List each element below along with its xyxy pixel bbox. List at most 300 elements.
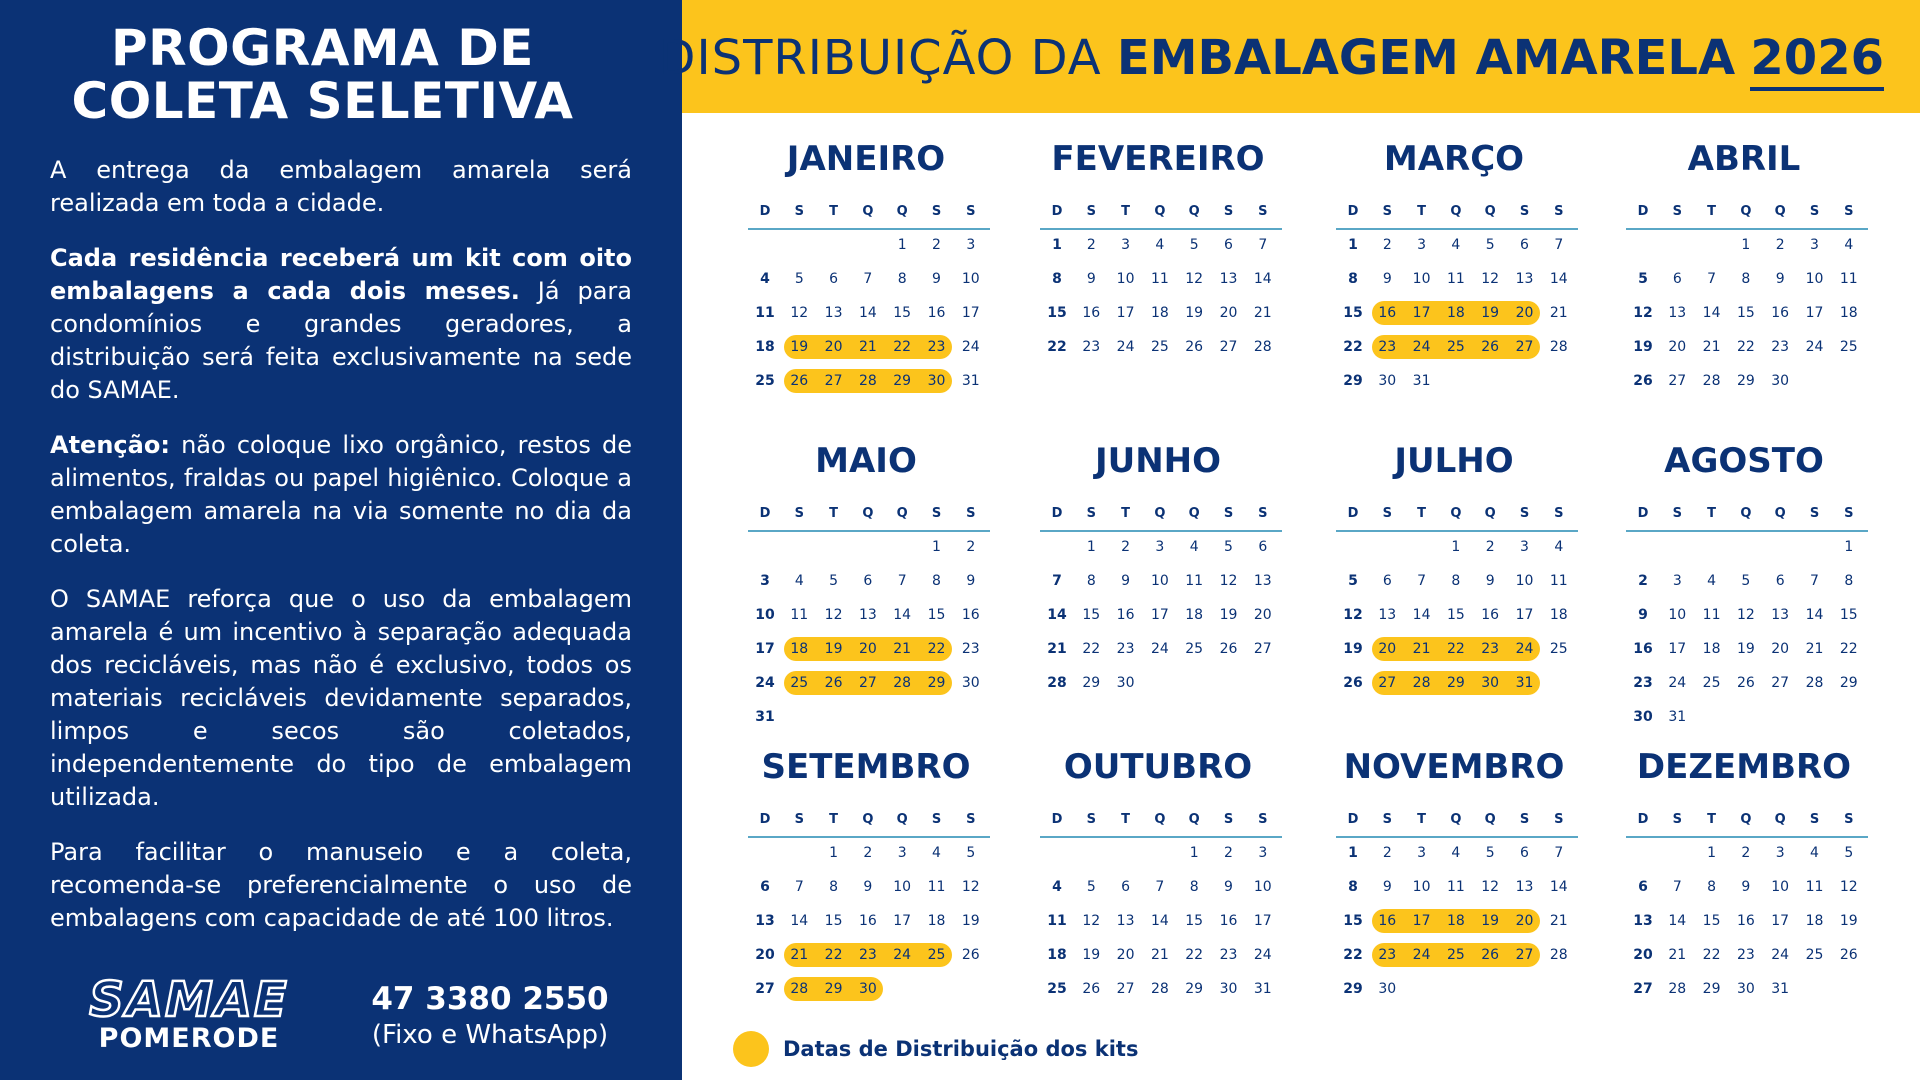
weekday-label: S xyxy=(1554,204,1564,219)
calendar-day: 15 xyxy=(1343,913,1363,929)
calendar-day: 1 xyxy=(1086,539,1096,555)
calendar-day: 15 xyxy=(1702,913,1721,929)
calendar-day: 12 xyxy=(824,607,843,623)
distribution-day: 29 xyxy=(927,675,946,691)
calendar-day: 9 xyxy=(863,879,873,895)
calendar-day: 2 xyxy=(966,539,976,555)
calendar-day: 15 xyxy=(893,305,912,321)
calendar-day: 30 xyxy=(1116,675,1135,691)
calendar-day: 9 xyxy=(1638,607,1648,623)
month-calendar xyxy=(1618,440,1870,730)
calendar-day: 19 xyxy=(1343,641,1363,657)
weekday-label: Q xyxy=(1154,506,1166,521)
calendar-day: 5 xyxy=(1189,237,1199,253)
month-name: JULHO xyxy=(1394,441,1514,481)
distribution-day: 25 xyxy=(1446,339,1465,355)
distribution-day: 27 xyxy=(1515,339,1534,355)
weekday-label: Q xyxy=(1450,506,1462,521)
weekday-label: D xyxy=(1637,812,1649,827)
calendar-day: 10 xyxy=(961,271,980,287)
weekday-label: Q xyxy=(1774,506,1786,521)
calendar-day: 13 xyxy=(1633,913,1653,929)
calendar-day: 10 xyxy=(1515,573,1534,589)
calendar-day: 5 xyxy=(966,845,976,861)
calendar-day: 20 xyxy=(1633,947,1653,963)
calendar-day: 12 xyxy=(1185,271,1204,287)
calendar-day: 6 xyxy=(1638,879,1648,895)
calendar-day: 23 xyxy=(1771,339,1790,355)
calendar-day: 29 xyxy=(1082,675,1101,691)
calendar-day: 14 xyxy=(1668,913,1687,929)
weekday-label: S xyxy=(1844,812,1854,827)
calendar-day: 4 xyxy=(1844,237,1854,253)
phone-number[interactable]: 47 3380 2550 xyxy=(371,981,609,1017)
calendar-day: 5 xyxy=(1741,573,1751,589)
calendar-day: 10 xyxy=(1116,271,1135,287)
calendar-day: 13 xyxy=(1515,271,1534,287)
calendar-day: 7 xyxy=(794,879,804,895)
distribution-day: 19 xyxy=(1481,305,1500,321)
weekday-label: S xyxy=(1258,506,1268,521)
weekday-header xyxy=(1336,810,1578,838)
calendar-day: 6 xyxy=(1258,539,1268,555)
weekday-label: D xyxy=(1637,506,1649,521)
weekday-label: S xyxy=(794,812,804,827)
calendar-day: 2 xyxy=(1741,845,1751,861)
calendar-day: 19 xyxy=(1839,913,1858,929)
calendar-day: 4 xyxy=(932,845,941,861)
calendar-day: 27 xyxy=(1253,641,1272,657)
distribution-day: 24 xyxy=(1412,947,1431,963)
calendar-day: 9 xyxy=(932,271,941,287)
weekday-label: T xyxy=(1707,204,1717,219)
calendar-day: 11 xyxy=(1839,271,1858,287)
weekday-label: S xyxy=(931,506,942,521)
calendar-day: 17 xyxy=(1805,305,1824,321)
calendar-day: 6 xyxy=(1224,237,1233,253)
calendar-day: 8 xyxy=(1348,879,1358,895)
month-name: JANEIRO xyxy=(786,139,946,179)
calendar-day: 15 xyxy=(1343,305,1363,321)
calendar-day: 6 xyxy=(760,879,770,895)
paragraph-kit-bold: Cada residência receberá um kit com oito embalagens a cada dois meses. xyxy=(50,244,632,305)
weekday-header xyxy=(1626,202,1868,230)
weekday-header xyxy=(1040,810,1282,838)
distribution-day: 23 xyxy=(858,947,877,963)
weekday-label: S xyxy=(1519,506,1530,521)
calendar-day: 27 xyxy=(1116,981,1135,997)
calendar-day: 30 xyxy=(1378,981,1397,997)
calendar-day: 4 xyxy=(1554,539,1564,555)
calendar-day: 9 xyxy=(1382,271,1392,287)
calendar-day: 7 xyxy=(1417,573,1427,589)
weekday-label: D xyxy=(1051,204,1063,219)
calendar-day: 21 xyxy=(1668,947,1687,963)
calendar-day: 8 xyxy=(1348,271,1358,287)
weekday-label: S xyxy=(1844,506,1854,521)
calendar-day: 26 xyxy=(1185,339,1204,355)
calendar-day: 3 xyxy=(1672,573,1682,589)
panel-title xyxy=(0,19,645,130)
calendar-day: 12 xyxy=(1839,879,1858,895)
calendar-day: 16 xyxy=(1736,913,1755,929)
weekday-label: Q xyxy=(1740,204,1752,219)
samae-pomerode-logo xyxy=(72,976,307,1051)
logo-wordmark-samae: SAMAE xyxy=(89,976,289,1028)
distribution-day: 27 xyxy=(1515,947,1534,963)
calendar-day: 3 xyxy=(1417,845,1427,861)
calendar-day: 26 xyxy=(961,947,980,963)
calendar-day: 1 xyxy=(1741,237,1751,253)
calendar-day: 27 xyxy=(1771,675,1790,691)
legend-swatch xyxy=(733,1031,769,1067)
calendar-day: 25 xyxy=(1839,339,1858,355)
month-name: OUTUBRO xyxy=(1063,747,1253,787)
calendar-day: 5 xyxy=(1844,845,1854,861)
calendar-day: 28 xyxy=(1668,981,1687,997)
calendar-day: 3 xyxy=(966,237,976,253)
distribution-day: 19 xyxy=(790,339,809,355)
calendar-day: 21 xyxy=(1047,641,1067,657)
calendar-day: 31 xyxy=(1668,709,1687,725)
calendar-day: 29 xyxy=(1736,373,1755,389)
calendar-day: 8 xyxy=(1451,573,1461,589)
calendar-day: 28 xyxy=(1702,373,1721,389)
calendar-day: 27 xyxy=(1633,981,1653,997)
calendar-day: 22 xyxy=(1839,641,1858,657)
weekday-label: S xyxy=(966,204,976,219)
phone-note: (Fixo e WhatsApp) xyxy=(371,1020,609,1050)
calendar-day: 2 xyxy=(1485,539,1495,555)
calendar-day: 9 xyxy=(1775,271,1785,287)
calendar-day: 3 xyxy=(1417,237,1427,253)
distribution-day: 28 xyxy=(790,981,809,997)
month-name: MARÇO xyxy=(1383,139,1525,179)
calendar-day: 11 xyxy=(1805,879,1824,895)
weekday-label: S xyxy=(1809,204,1820,219)
calendar-day: 8 xyxy=(1086,573,1096,589)
calendar-day: 6 xyxy=(1775,573,1785,589)
calendar-day: 15 xyxy=(1185,913,1204,929)
distribution-day: 27 xyxy=(1378,675,1397,691)
weekday-label: Q xyxy=(862,204,874,219)
calendar-day: 24 xyxy=(1150,641,1169,657)
month-calendar xyxy=(1032,440,1284,730)
weekday-label: Q xyxy=(1188,812,1200,827)
calendar-day: 26 xyxy=(1736,675,1755,691)
calendar-day: 2 xyxy=(1086,237,1096,253)
calendar-day: 3 xyxy=(1155,539,1165,555)
calendar-day: 22 xyxy=(1702,947,1721,963)
calendar-day: 13 xyxy=(1116,913,1135,929)
distribution-day: 20 xyxy=(1378,641,1397,657)
calendar-day: 12 xyxy=(1736,607,1755,623)
month-name: MAIO xyxy=(815,441,917,481)
calendar-day: 11 xyxy=(1185,573,1204,589)
weekday-label: T xyxy=(829,812,839,827)
legend-label: Datas de Distribuição dos kits xyxy=(783,1037,1139,1061)
weekday-label: D xyxy=(759,812,771,827)
distribution-day: 22 xyxy=(824,947,843,963)
page-title xyxy=(659,28,1885,88)
paragraph-kit-text: Já para condomínios e grandes geradores, a distribuição será feita exclusivamente na sede do SAMAE. xyxy=(50,277,632,404)
calendar-day: 9 xyxy=(1382,879,1392,895)
contact-block xyxy=(360,980,620,1052)
distribution-day: 25 xyxy=(1446,947,1465,963)
month-calendar xyxy=(1618,138,1870,428)
calendar-day: 4 xyxy=(1155,237,1165,253)
calendar-day: 17 xyxy=(1771,913,1790,929)
distribution-day: 29 xyxy=(893,373,912,389)
calendar-day: 30 xyxy=(1219,981,1238,997)
calendar-day: 6 xyxy=(1520,237,1529,253)
calendar-day: 14 xyxy=(1702,305,1721,321)
weekday-label: S xyxy=(931,812,942,827)
distribution-day: 29 xyxy=(1446,675,1465,691)
paragraph-incentive-text: O SAMAE reforça que o uso da embalagem amarela é um incentivo à separação adequada dos recicláveis, mas não é exclusivo, todos os materiais recicláveis devidamente separados, limpos e secos são coletados, independentemente do tipo de embalagem utilizada. xyxy=(50,585,632,811)
calendar-day: 23 xyxy=(961,641,980,657)
calendar-day: 23 xyxy=(1116,641,1135,657)
calendar-day: 4 xyxy=(1052,879,1062,895)
distribution-day: 26 xyxy=(824,675,843,691)
month-calendar xyxy=(740,440,992,730)
weekday-label: T xyxy=(1121,812,1131,827)
calendar-day: 11 xyxy=(1047,913,1067,929)
weekday-label: Q xyxy=(1484,204,1496,219)
calendar-day: 10 xyxy=(755,607,775,623)
weekday-label: D xyxy=(1051,506,1063,521)
calendar-day: 13 xyxy=(755,913,775,929)
distribution-day: 18 xyxy=(790,641,809,657)
calendar-day: 24 xyxy=(1668,675,1687,691)
calendar-day: 14 xyxy=(893,607,912,623)
calendar-day: 3 xyxy=(1258,845,1268,861)
month-name: NOVEMBRO xyxy=(1343,747,1565,787)
weekday-label: S xyxy=(1672,204,1682,219)
calendar-day: 2 xyxy=(863,845,873,861)
calendar-day: 10 xyxy=(1412,879,1431,895)
calendar-day: 8 xyxy=(1189,879,1199,895)
page-title-main: EMBALAGEM AMARELA xyxy=(1116,30,1736,86)
calendar-day: 17 xyxy=(1253,913,1272,929)
distribution-day: 22 xyxy=(1446,641,1465,657)
calendar-day: 17 xyxy=(1150,607,1169,623)
calendar-day: 5 xyxy=(1485,845,1495,861)
calendar-day: 15 xyxy=(927,607,946,623)
paragraph-warning-text: não coloque lixo orgânico, restos de alimentos, fraldas ou papel higiênico. Coloque a embalagem amarela na via somente no dia da coleta. xyxy=(50,431,632,558)
calendar-day: 30 xyxy=(1771,373,1790,389)
weekday-label: S xyxy=(1258,204,1268,219)
paragraph-warning xyxy=(50,429,632,561)
calendar-day: 7 xyxy=(1672,879,1682,895)
calendar-day: 5 xyxy=(829,573,839,589)
calendar-day: 16 xyxy=(1633,641,1653,657)
calendar-day: 14 xyxy=(858,305,877,321)
calendar-day: 4 xyxy=(1189,539,1199,555)
calendar-day: 14 xyxy=(1150,913,1169,929)
calendar-day: 25 xyxy=(755,373,775,389)
calendar-day: 4 xyxy=(794,573,804,589)
weekday-label: Q xyxy=(1774,204,1786,219)
calendar-day: 15 xyxy=(1047,305,1067,321)
weekday-header xyxy=(1626,810,1868,838)
month-name: ABRIL xyxy=(1687,139,1801,179)
weekday-label: Q xyxy=(1154,204,1166,219)
distribution-day: 29 xyxy=(824,981,843,997)
paragraph-capacity-text: Para facilitar o manuseio e a coleta, recomenda-se preferencialmente o uso de embalagens com capacidade de até 100 litros. xyxy=(50,838,632,932)
month-calendar xyxy=(1618,746,1870,1036)
distribution-day: 24 xyxy=(1412,339,1431,355)
calendar-day: 12 xyxy=(1633,305,1653,321)
calendar-day: 12 xyxy=(1219,573,1238,589)
distribution-day: 23 xyxy=(1378,947,1397,963)
calendar-day: 10 xyxy=(1412,271,1431,287)
weekday-label: Q xyxy=(862,506,874,521)
calendar-day: 31 xyxy=(755,709,775,725)
distribution-day: 23 xyxy=(1481,641,1500,657)
calendar-day: 24 xyxy=(755,675,775,691)
calendar-day: 16 xyxy=(1116,607,1135,623)
calendar-day: 28 xyxy=(1805,675,1824,691)
weekday-label: Q xyxy=(896,204,908,219)
calendar-day: 7 xyxy=(1707,271,1717,287)
calendar-day: 25 xyxy=(1805,947,1824,963)
calendar-day: 8 xyxy=(897,271,907,287)
calendar-day: 13 xyxy=(824,305,843,321)
calendar-day: 30 xyxy=(961,675,980,691)
weekday-label: S xyxy=(794,204,804,219)
calendar-day: 16 xyxy=(1219,913,1238,929)
weekday-label: Q xyxy=(1450,812,1462,827)
calendar-day: 14 xyxy=(1047,607,1067,623)
distribution-day: 31 xyxy=(1515,675,1534,691)
calendar-day: 7 xyxy=(1554,845,1564,861)
distribution-day: 20 xyxy=(1515,913,1534,929)
calendar-day: 21 xyxy=(1702,339,1721,355)
calendar-day: 2 xyxy=(1382,845,1392,861)
calendar-day: 11 xyxy=(1446,879,1465,895)
calendar-day: 7 xyxy=(1155,879,1165,895)
weekday-label: S xyxy=(966,812,976,827)
calendar-day: 22 xyxy=(1185,947,1204,963)
weekday-label: Q xyxy=(862,812,874,827)
paragraph-delivery-text: A entrega da embalagem amarela será realizada em toda a cidade. xyxy=(50,156,632,217)
calendar-day: 8 xyxy=(1844,573,1854,589)
calendar-day: 25 xyxy=(1047,981,1067,997)
calendar-day: 19 xyxy=(1633,339,1653,355)
calendar-day: 9 xyxy=(1224,879,1233,895)
calendar-day: 18 xyxy=(1549,607,1568,623)
weekday-label: Q xyxy=(896,812,908,827)
calendar-day: 24 xyxy=(1116,339,1135,355)
calendar-day: 12 xyxy=(790,305,809,321)
calendar-day: 11 xyxy=(1702,607,1721,623)
calendar-day: 13 xyxy=(1515,879,1534,895)
weekday-label: S xyxy=(1519,204,1530,219)
calendar-day: 18 xyxy=(1047,947,1067,963)
month-calendar xyxy=(740,138,992,428)
calendar-day: 13 xyxy=(1253,573,1272,589)
weekday-label: S xyxy=(1554,812,1564,827)
calendar-day: 6 xyxy=(1121,879,1131,895)
calendar-day: 28 xyxy=(1047,675,1067,691)
calendar-day: 15 xyxy=(1446,607,1465,623)
weekday-label: Q xyxy=(1188,506,1200,521)
calendar-day: 6 xyxy=(1520,845,1529,861)
weekday-label: S xyxy=(1382,204,1392,219)
calendar-day: 2 xyxy=(1382,237,1392,253)
calendar-day: 11 xyxy=(1446,271,1465,287)
calendar-day: 10 xyxy=(893,879,912,895)
calendar-day: 18 xyxy=(927,913,946,929)
calendar-day: 4 xyxy=(1451,845,1461,861)
distribution-day: 25 xyxy=(927,947,946,963)
calendar-day: 10 xyxy=(1668,607,1687,623)
calendar-day: 13 xyxy=(1668,305,1687,321)
weekday-label: Q xyxy=(1450,204,1462,219)
calendar-day: 19 xyxy=(961,913,980,929)
weekday-header xyxy=(1040,202,1282,230)
calendar-day: 14 xyxy=(1549,271,1568,287)
month-calendar xyxy=(740,746,992,1036)
calendar-day: 4 xyxy=(760,271,770,287)
distribution-day: 17 xyxy=(1412,913,1431,929)
calendar-day: 26 xyxy=(1082,981,1101,997)
calendar-day: 8 xyxy=(1707,879,1717,895)
month-calendar xyxy=(1032,746,1284,1036)
calendar-day: 2 xyxy=(1121,539,1131,555)
calendar-day: 18 xyxy=(1702,641,1721,657)
weekday-label: S xyxy=(1086,812,1096,827)
calendar-day: 26 xyxy=(1219,641,1238,657)
calendar-day: 29 xyxy=(1343,373,1363,389)
calendar-day: 17 xyxy=(1515,607,1534,623)
calendar-day: 12 xyxy=(1481,879,1500,895)
month-calendar xyxy=(1328,440,1580,730)
weekday-label: D xyxy=(1347,506,1359,521)
calendar-day: 18 xyxy=(1150,305,1169,321)
calendar-day: 18 xyxy=(1805,913,1824,929)
calendar-day: 1 xyxy=(932,539,941,555)
calendar-day: 11 xyxy=(1150,271,1169,287)
calendar-day: 9 xyxy=(1086,271,1096,287)
weekday-header xyxy=(1336,202,1578,230)
weekday-label: T xyxy=(1707,812,1717,827)
weekday-label: S xyxy=(1809,506,1820,521)
month-name: SETEMBRO xyxy=(761,747,971,787)
calendar-day: 1 xyxy=(829,845,839,861)
calendar-day: 9 xyxy=(1121,573,1131,589)
calendar-day: 12 xyxy=(961,879,980,895)
calendar-day: 29 xyxy=(1185,981,1204,997)
info-panel xyxy=(0,0,682,1080)
calendar-day: 22 xyxy=(1343,947,1363,963)
calendar-day: 25 xyxy=(1185,641,1204,657)
calendar-day: 10 xyxy=(1150,573,1169,589)
calendar-day: 29 xyxy=(1702,981,1721,997)
calendar-day: 24 xyxy=(1805,339,1824,355)
calendar-day: 7 xyxy=(1554,237,1564,253)
calendar-day: 28 xyxy=(1150,981,1169,997)
distribution-day: 22 xyxy=(927,641,946,657)
calendar-day: 21 xyxy=(1549,913,1568,929)
distribution-day: 30 xyxy=(1481,675,1500,691)
calendar-day: 1 xyxy=(1052,237,1062,253)
page-title-lead: DISTRIBUIÇÃO DA xyxy=(658,30,1102,86)
calendar-day: 19 xyxy=(1185,305,1204,321)
calendar-day: 20 xyxy=(1219,305,1238,321)
calendar-day: 10 xyxy=(1771,879,1790,895)
